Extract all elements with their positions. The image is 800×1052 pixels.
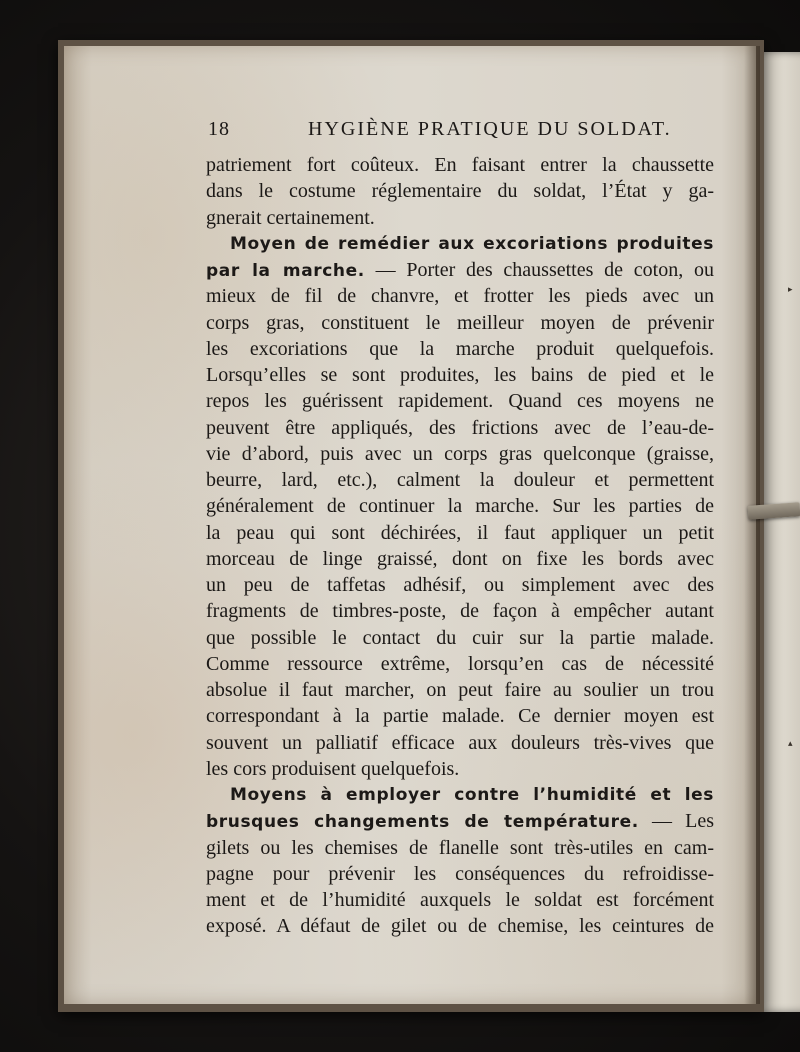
text-line <box>206 808 714 834</box>
text-line: Lorsqu’elles se sont produites, les bains de pied et le <box>206 364 714 386</box>
section-heading-cont: brusques changements de température. <box>206 812 639 833</box>
text-line: exposé. A défaut de gilet ou de chemise, les ceintures de <box>206 915 714 938</box>
paragraph-1 <box>206 152 714 231</box>
text-line: souvent un palliatif efficace aux douleurs très-vives que <box>206 731 714 754</box>
text-line: patriement fort coûteux. En faisant entrer la chaussette <box>206 154 714 176</box>
paragraph-3 <box>206 782 714 940</box>
text-line: gnerait certainement. <box>206 206 375 229</box>
page-number: 18 <box>208 118 230 140</box>
section-heading: Moyens à employer contre l’humidité et les <box>230 785 714 805</box>
text-line: généralement de continuer la marche. Sur les parties de <box>206 495 714 518</box>
text-line: les cors produisent quelquefois. <box>206 757 460 780</box>
text-line: fragments de timbres-poste, de façon à empêcher autant <box>206 600 714 623</box>
text-line: peuvent être appliqués, des frictions avec de l’eau-de- <box>206 416 714 439</box>
margin-mark-icon: ▸ <box>788 285 793 295</box>
running-head <box>206 118 714 152</box>
text-run: — Porter des chaussettes de coton, ou <box>364 259 714 281</box>
text-line: repos les guérissent rapidement. Quand ces moyens ne <box>206 390 714 413</box>
text-line: morceau de linge graissé, dont on fixe les bords avec <box>206 547 714 570</box>
text-line: que possible le contact du cuir sur la partie malade. <box>206 626 714 649</box>
text-line: beurre, lard, etc.), calment la douleur et permettent <box>206 469 714 491</box>
margin-mark-icon: ▴ <box>788 739 793 749</box>
text-line: gilets ou les chemises de flanelle sont très-utiles en cam- <box>206 836 714 859</box>
text-line <box>206 257 714 283</box>
text-run: — Les <box>638 810 714 833</box>
gutter-shadow <box>744 46 760 1004</box>
text-line: mieux de fil de chanvre, et frotter les pieds avec un <box>206 285 714 308</box>
page-text <box>206 118 714 940</box>
text-line: absolue il faut marcher, on peut faire au soulier un trou <box>206 679 714 701</box>
text-line: dans le costume réglementaire du soldat, l’État y ga- <box>206 180 714 203</box>
text-line: pagne pour prévenir les conséquences du refroidisse- <box>206 862 714 885</box>
text-line: Comme ressource extrême, lorsqu’en cas de nécessité <box>206 652 714 675</box>
section-heading-cont: par la marche. <box>206 261 365 281</box>
text-line: les excoriations que la marche produit quelquefois. <box>206 337 714 360</box>
section-heading: Moyen de remédier aux excoriations produites <box>230 233 714 254</box>
text-line: un peu de taffetas adhésif, ou simplement avec des <box>206 574 714 596</box>
paragraph-2 <box>206 231 714 782</box>
text-line: ment et de l’humidité auxquels le soldat est forcément <box>206 889 714 911</box>
text-line: vie d’abord, puis avec un corps gras quelconque (graisse, <box>206 442 714 465</box>
text-line: corps gras, constituent le meilleur moyen de prévenir <box>206 311 714 334</box>
running-title: HYGIÈNE PRATIQUE DU SOLDAT. <box>308 118 672 140</box>
text-line: correspondant à la partie malade. Ce dernier moyen est <box>206 705 714 728</box>
text-line: la peau qui sont déchirées, il faut appliquer un petit <box>206 521 714 544</box>
